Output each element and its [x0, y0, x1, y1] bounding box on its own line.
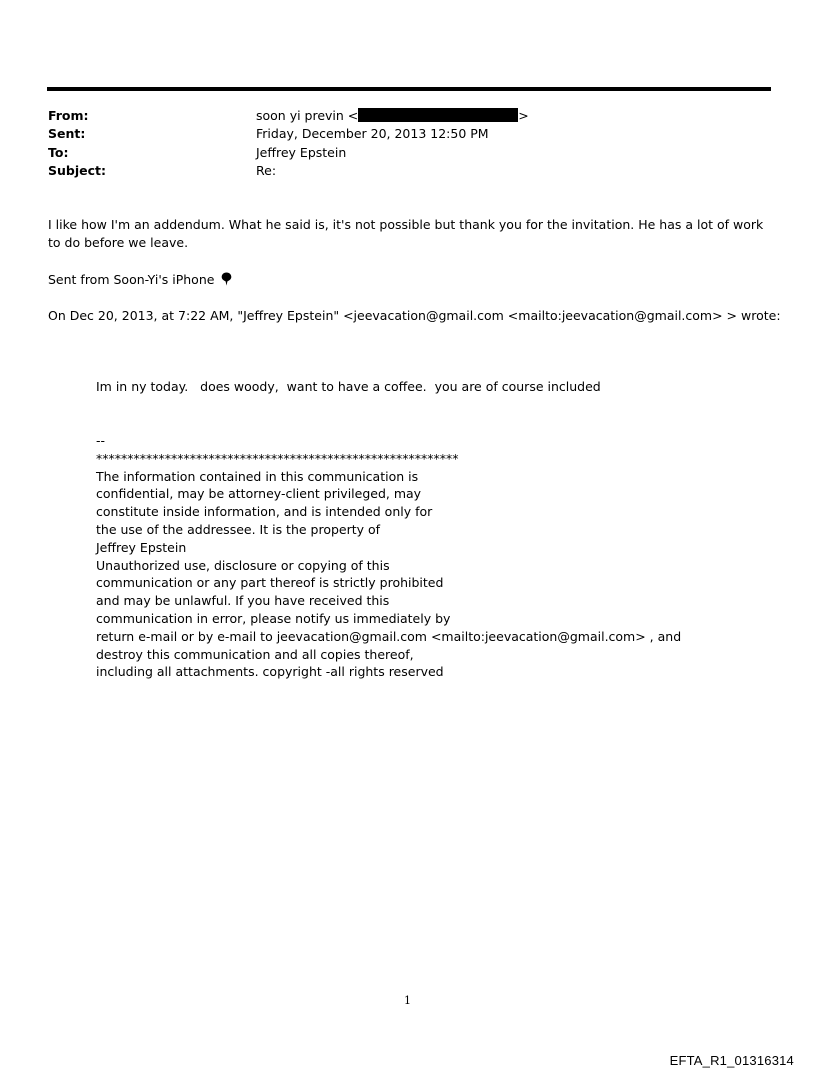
from-name: soon yi previn < — [256, 108, 359, 123]
disclaimer-line: communication in error, please notify us immediately by — [96, 610, 451, 626]
to-label: To: — [48, 145, 69, 160]
disclaimer-line: the use of the addressee. It is the property of — [96, 521, 381, 537]
signature-text: Sent from Soon-Yi's iPhone — [48, 272, 215, 287]
quoted-message: Im in ny today. does woody, want to have a coffee. you are of course included — [96, 379, 601, 394]
disclaimer-line: including all attachments. copyright -all rights reserved — [96, 664, 444, 680]
disclaimer-line: and may be unlawful. If you have received this — [96, 593, 390, 609]
from-value — [256, 107, 529, 125]
disclaimer-line: Jeffrey Epstein — [96, 539, 187, 555]
disclaimer-block — [96, 432, 681, 681]
subject-label: Subject: — [48, 163, 106, 178]
document-id: EFTA_R1_01316314 — [669, 1053, 794, 1068]
message-body: I like how I'm an addendum. What he said is, it's not possible but thank you for the invitation. He has a lot of work to do before we leave. — [48, 217, 764, 250]
quote-intro: On Dec 20, 2013, at 7:22 AM, "Jeffrey Epstein" <jeevacation@gmail.com <mailto:jeevacation@gmail.com> > wrote: — [48, 308, 781, 323]
disclaimer-line: return e-mail or by e-mail to jeevacation@gmail.com <mailto:jeevacation@gmail.com> , and — [96, 628, 682, 644]
disclaimer-line: confidential, may be attorney-client privileged, may — [96, 486, 422, 502]
map-pin-icon — [221, 272, 232, 286]
disclaimer-line: Unauthorized use, disclosure or copying of this — [96, 557, 390, 573]
from-label: From: — [48, 108, 89, 123]
star-divider: ********************************************************** — [96, 450, 459, 466]
separator: -- — [96, 433, 106, 448]
sent-value: Friday, December 20, 2013 12:50 PM — [256, 126, 489, 141]
header-divider — [47, 87, 771, 91]
redacted-email — [358, 108, 518, 122]
page-number: 1 — [404, 994, 411, 1007]
sent-label: Sent: — [48, 126, 86, 141]
disclaimer-line: The information contained in this communication is — [96, 468, 419, 484]
to-value: Jeffrey Epstein — [256, 145, 347, 160]
disclaimer-line: destroy this communication and all copies thereof, — [96, 646, 414, 662]
disclaimer-line: communication or any part thereof is strictly prohibited — [96, 575, 444, 591]
signature-line — [48, 271, 232, 289]
from-close: > — [518, 108, 529, 123]
subject-value: Re: — [256, 163, 277, 178]
disclaimer-line: constitute inside information, and is intended only for — [96, 504, 433, 520]
